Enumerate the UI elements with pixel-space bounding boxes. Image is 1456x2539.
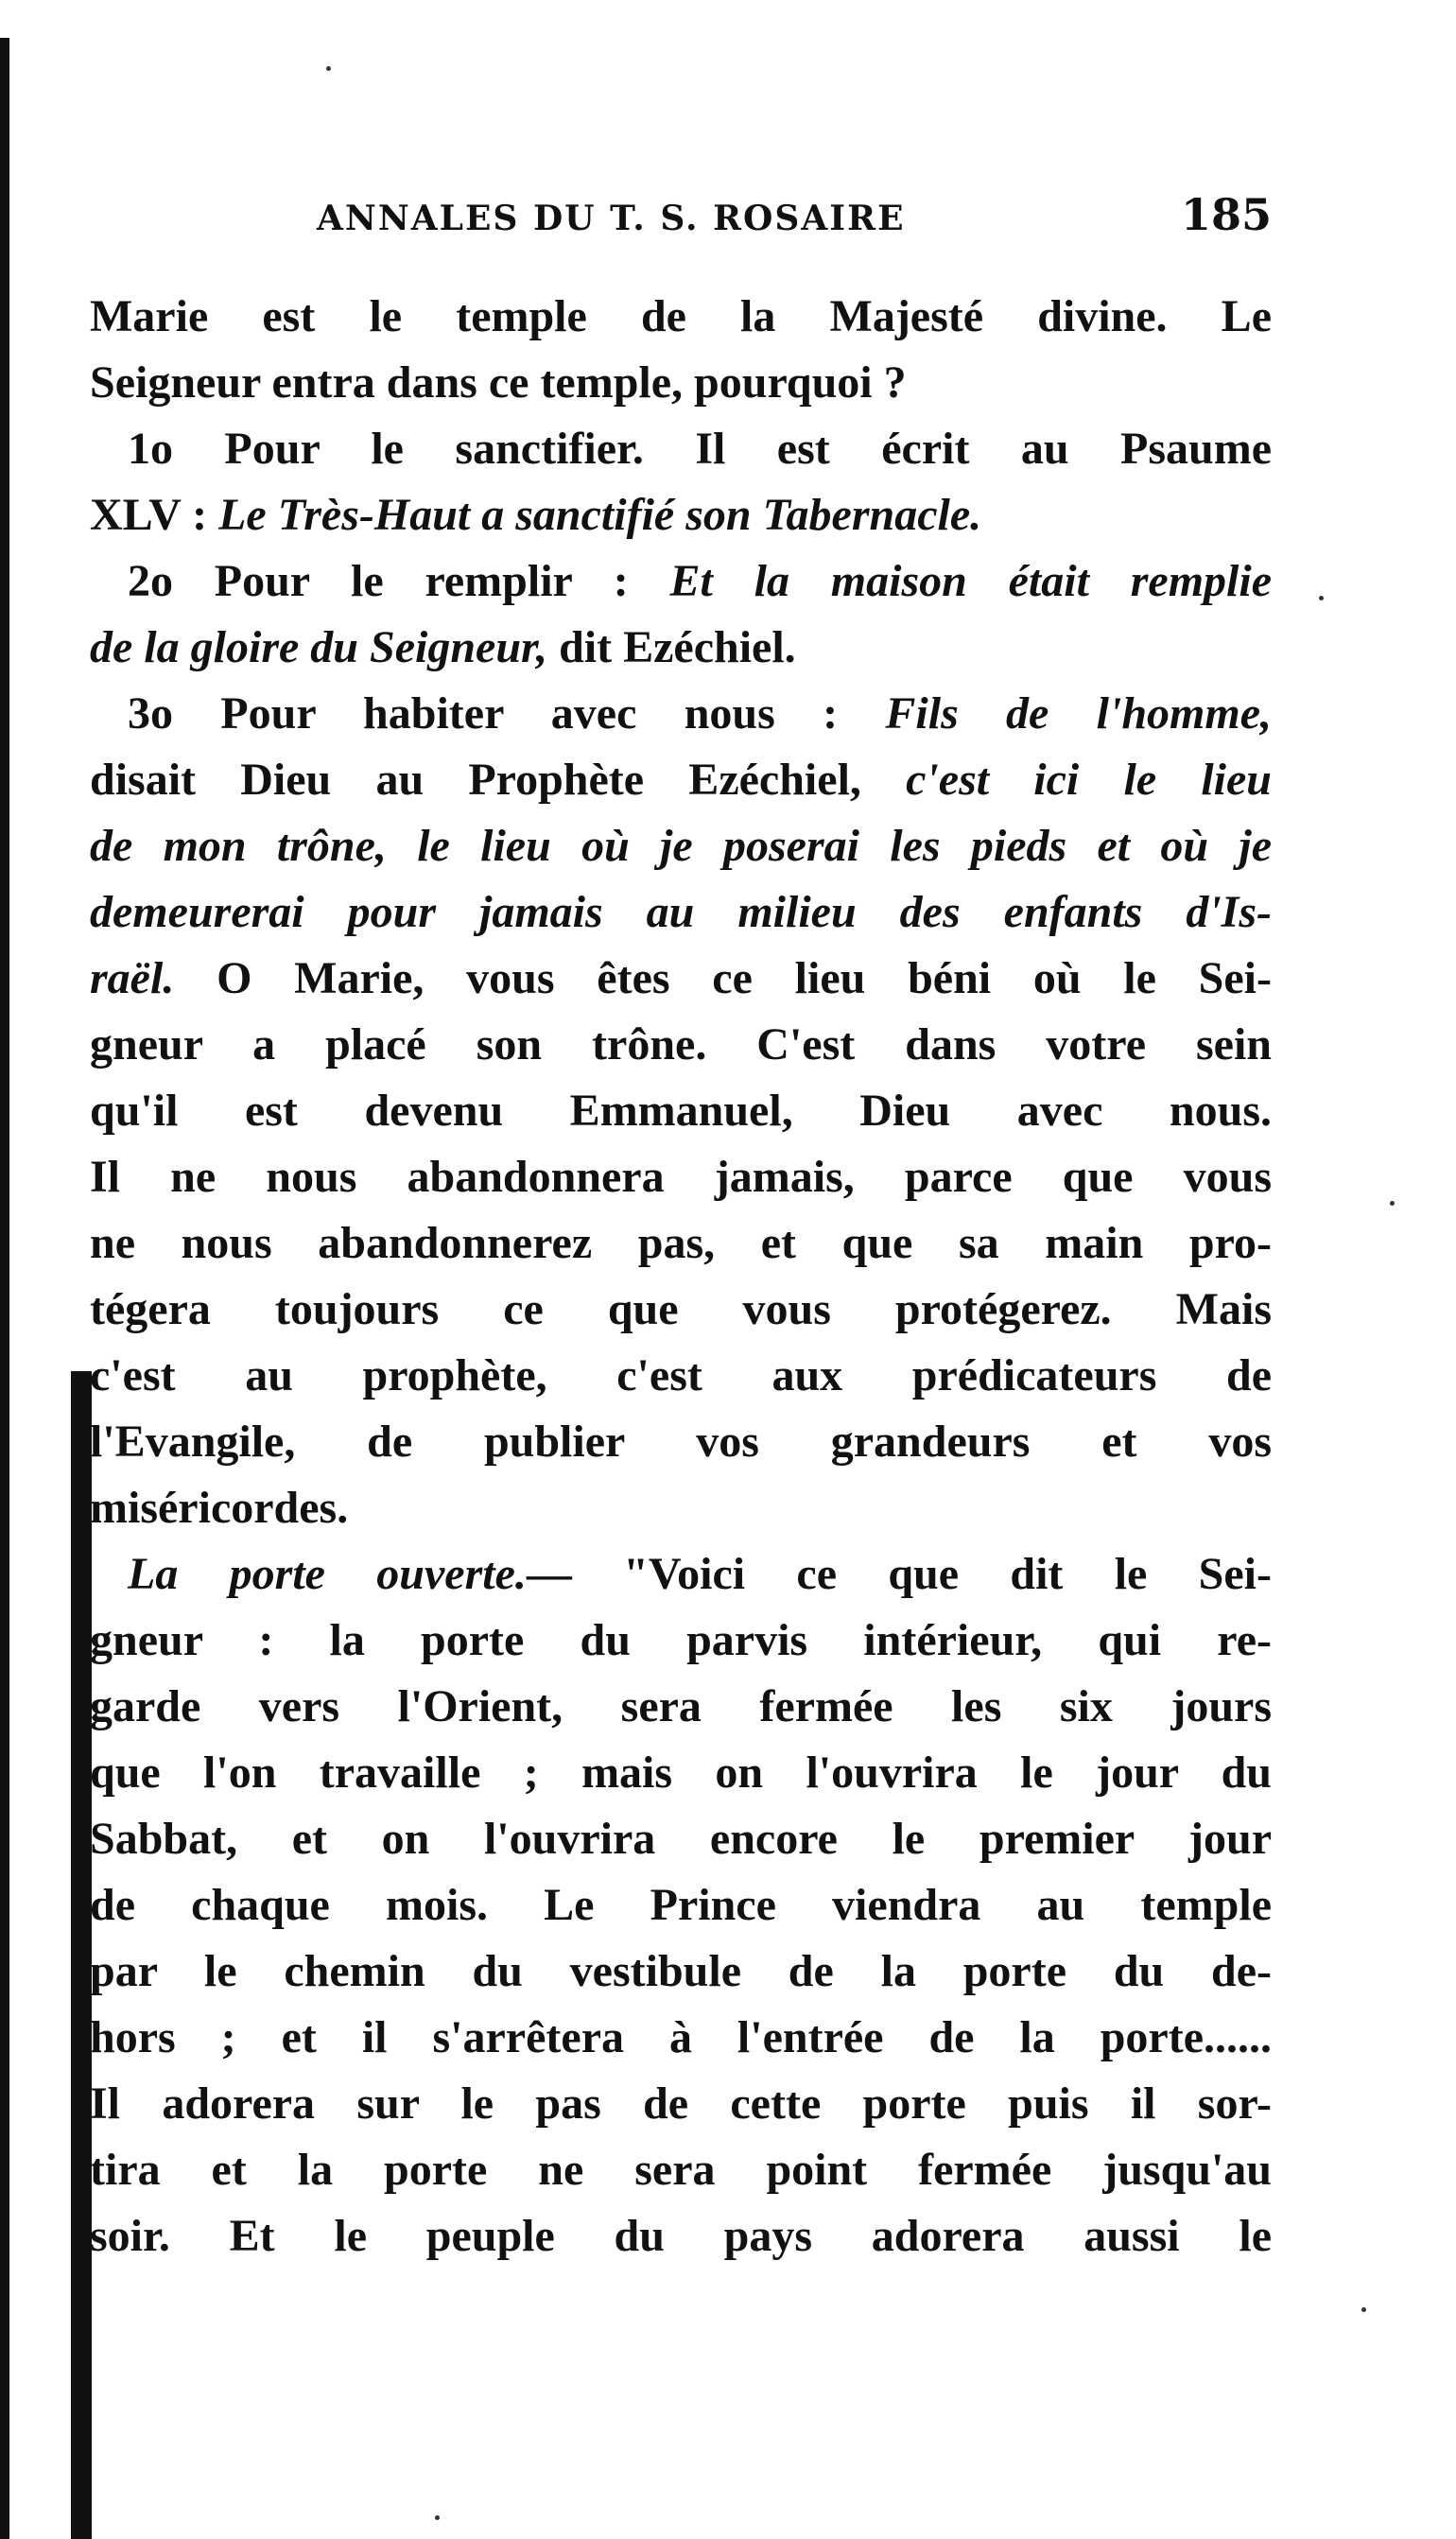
print-speck <box>326 66 331 71</box>
body-text <box>90 284 1272 2269</box>
text-line: que l'on travaille ; mais on l'ouvrira le jour du <box>90 1748 1272 1798</box>
text-line: ne nous abandonnerez pas, et que sa main pro- <box>90 1218 1272 1268</box>
text-line: Sabbat, et on l'ouvrira encore le premier jour <box>90 1814 1272 1864</box>
text-line: 2o Pour le remplir : Et la maison était remplie <box>128 556 1272 606</box>
text-line: miséricordes. <box>90 1483 349 1533</box>
text-line: demeurerai pour jamais au milieu des enfants d'Is- <box>90 887 1272 937</box>
print-speck <box>1390 1201 1395 1206</box>
book-page <box>90 189 1272 2269</box>
text-line: 3o Pour habiter avec nous : Fils de l'homme, <box>128 688 1272 739</box>
text-line: qu'il est devenu Emmanuel, Dieu avec nous. <box>90 1086 1272 1136</box>
text-line: Marie est le temple de la Majesté divine. Le <box>90 291 1272 341</box>
text-line: de mon trône, le lieu où je poserai les pieds et où je <box>90 821 1272 871</box>
print-speck <box>435 2515 440 2520</box>
text-line: disait Dieu au Prophète Ezéchiel, c'est ici le lieu <box>90 755 1272 805</box>
text-line: hors ; et il s'arrêtera à l'entrée de la porte...... <box>90 2012 1272 2062</box>
text-line: raël. O Marie, vous êtes ce lieu béni où le Sei- <box>90 953 1272 1003</box>
text-line: tira et la porte ne sera point fermée jusqu'au <box>90 2145 1272 2195</box>
running-header <box>90 189 1272 246</box>
text-line: soir. Et le peuple du pays adorera aussi le <box>90 2211 1272 2261</box>
print-speck <box>1361 2307 1366 2312</box>
text-line: de chaque mois. Le Prince viendra au temple <box>90 1880 1272 1930</box>
text-line: La porte ouverte.— "Voici ce que dit le Sei- <box>128 1549 1272 1599</box>
page-binding-edge <box>0 38 9 2539</box>
text-line: gneur a placé son trône. C'est dans votre sein <box>90 1019 1272 1070</box>
text-line: de la gloire du Seigneur, dit Ezéchiel. <box>90 622 796 672</box>
text-line: Il adorera sur le pas de cette porte puis il sor- <box>90 2078 1272 2129</box>
text-line: Il ne nous abandonnera jamais, parce que vous <box>90 1152 1272 1202</box>
text-line: l'Evangile, de publier vos grandeurs et vos <box>90 1417 1272 1467</box>
text-line: 1o Pour le sanctifier. Il est écrit au Psaume <box>128 424 1272 474</box>
text-line: c'est au prophète, c'est aux prédicateurs de <box>90 1350 1272 1400</box>
text-line: par le chemin du vestibule de la porte du de- <box>90 1946 1272 1996</box>
text-line: garde vers l'Orient, sera fermée les six jours <box>90 1681 1272 1731</box>
page-binding-shadow <box>71 1371 92 2539</box>
page-number: 185 <box>1180 189 1272 240</box>
text-line: tégera toujours ce que vous protégerez. Mais <box>90 1284 1272 1334</box>
text-line: Seigneur entra dans ce temple, pourquoi ? <box>90 357 907 408</box>
running-title: ANNALES DU T. S. ROSAIRE <box>317 199 906 238</box>
print-speck <box>1319 596 1324 600</box>
text-line: gneur : la porte du parvis intérieur, qui re- <box>90 1615 1272 1665</box>
text-line: XLV : Le Très-Haut a sanctifié son Tabernacle. <box>90 490 982 540</box>
